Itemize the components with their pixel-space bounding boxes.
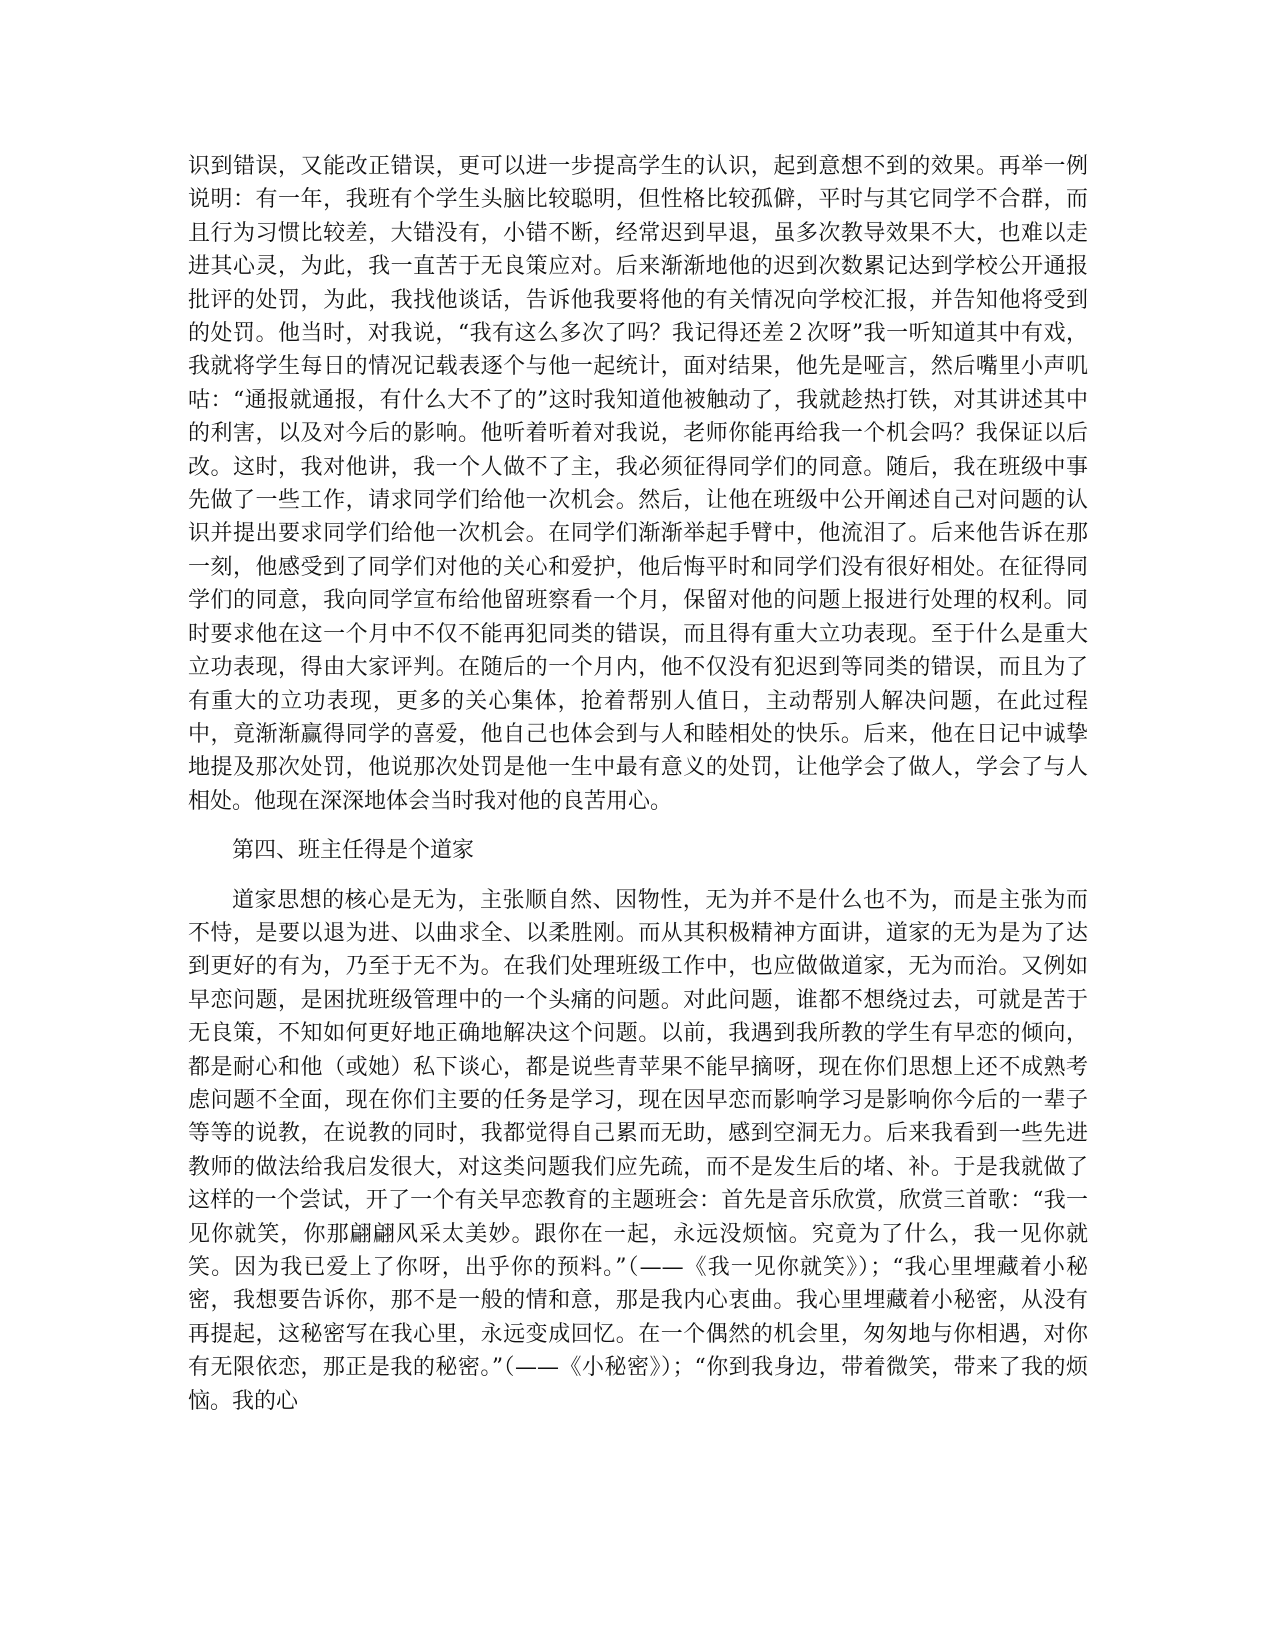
body-paragraph-1: 识到错误，又能改正错误，更可以进一步提高学生的认识，起到意想不到的效果。再举一例说明：有一年，我班有个学生头脑比较聪明，但性格比较孤僻，平时与其它同学不合群，而且行为习惯比较差，大错没有，小错不断，经常迟到早退，虽多次教导效果不大，也难以走进其心灵，为此，我一直苦于无良策应对。后来渐渐地他的迟到次数累记达到学校公开通报批评的处罚，为此，我找他谈话，告诉他我要将他的有关情况向学校汇报，并告知他将受到的处罚。他当时，对我说，“我有这么多次了吗？我记得还差２次呀”我一听知道其中有戏，我就将学生每日的情况记载表逐个与他一起统计，面对结果，他先是哑言，然后嘴里小声叽咕：“通报就通报，有什么大不了的”这时我知道他被触动了，我就趁热打铁，对其讲述其中的利害，以及对今后的影响。他听着听着对我说，老师你能再给我一个机会吗？我保证以后改。这时，我对他讲，我一个人做不了主，我必须征得同学们的同意。随后，我在班级中事先做了一些工作，请求同学们给他一次机会。然后，让他在班级中公开阐述自己对问题的认识并提出要求同学们给他一次机会。在同学们渐渐举起手臂中，他流泪了。后来他告诉在那一刻，他感受到了同学们对他的关心和爱护，他后悔平时和同学们没有很好相处。在征得同学们的同意，我向同学宣布给他留班察看一个月，保留对他的问题上报进行处理的权利。同时要求他在这一个月中不仅不能再犯同类的错误，而且得有重大立功表现。至于什么是重大立功表现，得由大家评判。在随后的一个月内，他不仅没有犯迟到等同类的错误，而且为了有重大的立功表现，更多的关心集体，抢着帮别人值日，主动帮别人解决问题，在此过程中，竟渐渐赢得同学的喜爱，他自己也体会到与人和睦相处的快乐。后来，他在日记中诚挚地提及那次处罚，他说那次处罚是他一生中最有意义的处罚，让他学会了做人，学会了与人相处。他现在深深地体会当时我对他的良苦用心。	[188, 154, 1088, 814]
section-heading: 第四、班主任得是个道家	[232, 838, 475, 864]
document-page	[188, 150, 1088, 1418]
body-paragraph-2: 道家思想的核心是无为，主张顺自然、因物性，无为并不是什么也不为，而是主张为而不恃，是要以退为进、以曲求全、以柔胜刚。而从其积极精神方面讲，道家的无为是为了达到更好的有为，乃至于无不为。在我们处理班级工作中，也应做做道家，无为而治。又例如早恋问题，是困扰班级管理中的一个头痛的问题。对此问题，谁都不想绕过去，可就是苦于无良策，不知如何更好地正确地解决这个问题。以前，我遇到我所教的学生有早恋的倾向，都是耐心和他（或她）私下谈心，都是说些青苹果不能早摘呀，现在你们思想上还不成熟考虑问题不全面，现在你们主要的任务是学习，现在因早恋而影响学习是影响你今后的一辈子等等的说教，在说教的同时，我都觉得自己累而无助，感到空洞无力。后来我看到一些先进教师的做法给我启发很大，对这类问题我们应先疏，而不是发生后的堵、补。于是我就做了这样的一个尝试，开了一个有关早恋教育的主题班会：首先是音乐欣赏，欣赏三首歌：“我一见你就笑，你那翩翩风采太美妙。跟你在一起，永远没烦恼。究竟为了什么，我一见你就笑。因为我已爱上了你呀，出乎你的预料。”（——《我一见你就笑》）；“我心里埋藏着小秘密，我想要告诉你，那不是一般的情和意，那是我内心衷曲。我心里埋藏着小秘密，从没有再提起，这秘密写在我心里，永远变成回忆。在一个偶然的机会里，匆匆地与你相遇，对你有无限依恋，那正是我的秘密。”（——《小秘密》）；“你到我身边，带着微笑，带来了我的烦恼。我的心	[188, 887, 1088, 1414]
